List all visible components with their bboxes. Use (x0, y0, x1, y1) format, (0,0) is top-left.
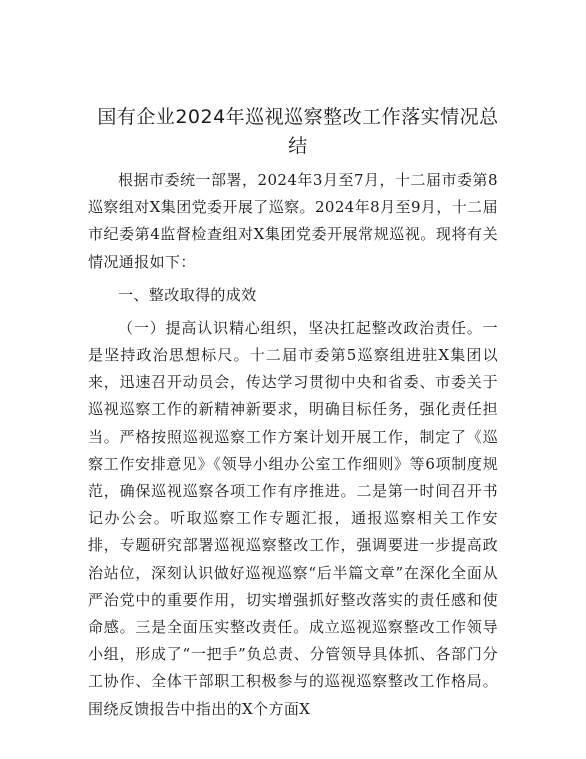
document-body (88, 167, 498, 723)
document-title: 国有企业2024年巡视巡察整改工作落实情况总结 (97, 106, 499, 157)
intro-paragraph: 根据市委统一部署，2024年3月至7月，十二届市委第8巡察组对X集团党委开展了巡察。2024年8月至9月，十二届市纪委第4监督检查组对X集团党委开展常规巡视。现将有关情况通报如下： (88, 171, 498, 271)
section-paragraph-1: （一）提高认识精心组织，坚决扛起整改政治责任。一是坚持政治思想标尺。十二届市委第5巡察组进驻X集团以来，迅速召开动员会，传达学习贯彻中央和省委、市委关于巡视巡察工作的新精神新要求，明确目标任务，强化责任担当。严格按照巡视巡察工作方案计划开展工作，制定了《巡察工作安排意见》《领导小组办公室工作细则》等6项制度规范，确保巡视巡察各项工作有序推进。二是第一时间召开书记办公会。听取巡察工作专题汇报，通报巡察相关工作安排，专题研究部署巡视巡察整改工作，强调要进一步提高政治站位，深刻认识做好巡视巡察“后半篇文章”在深化全面从严治党中的重要作用，切实增强抓好整改落实的责任感和使命感。三是全面压实整改责任。成立巡视巡察整改工作领导小组，形成了“一把手”负总责、分管领导具体抓、各部门分工协作、全体干部职工积极参与的巡视巡察整改工作格局。围绕反馈报告中指出的X个方面X (88, 318, 498, 718)
section-heading-achievements: 一、整改取得的成效 (118, 285, 257, 304)
